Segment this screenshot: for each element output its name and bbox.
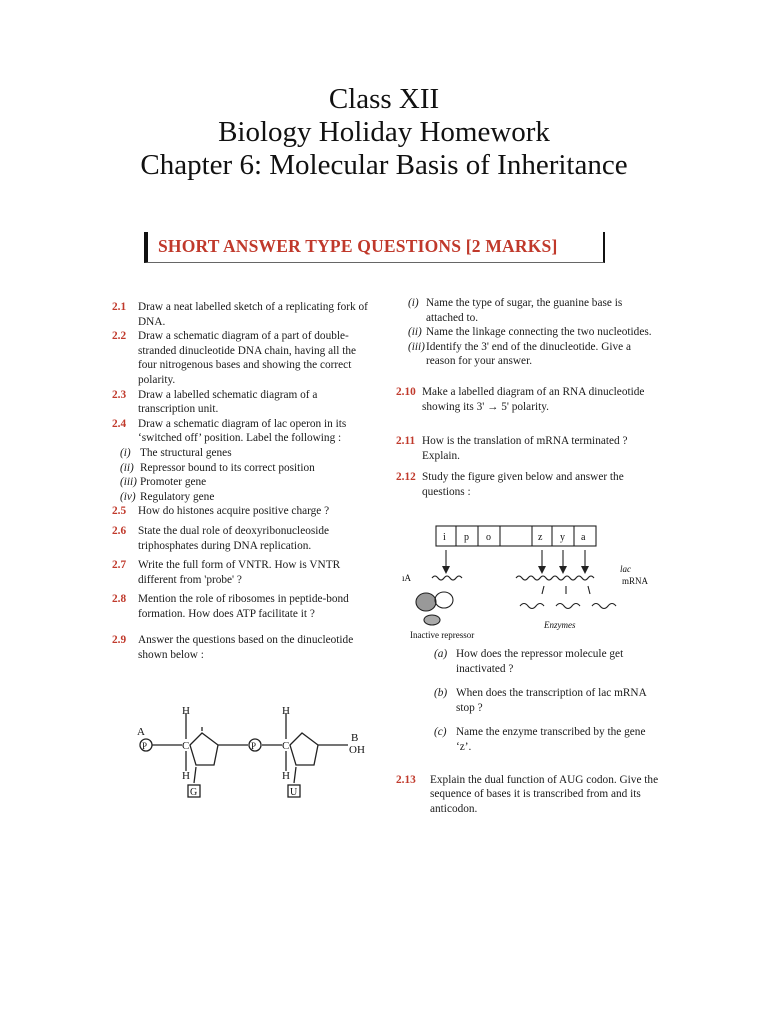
sub-number: (iv): [120, 490, 136, 503]
question-text: Draw a schematic diagram of a part of double-stranded dinucleotide DNA chain, having all the four nitrogenous bases and showing the correct polarity.: [138, 330, 357, 386]
h-label: H: [282, 770, 290, 782]
question-text: Draw a neat labelled sketch of a replicating fork of DNA.: [138, 301, 368, 328]
right-column-lower: [396, 643, 662, 816]
question-2-3: [112, 388, 374, 417]
lac-label: lac: [620, 564, 631, 574]
left-column: [112, 300, 374, 663]
sub-text: Regulatory gene: [140, 490, 215, 503]
sub-item: [396, 647, 662, 676]
b-label: B: [351, 732, 359, 744]
chapter-title: Chapter 6: Molecular Basis of Inheritance: [140, 149, 628, 181]
question-2-7: [112, 558, 374, 587]
dinucleotide-diagram: [136, 705, 380, 805]
question-2-5: [112, 504, 374, 519]
question-number: 2.6: [112, 524, 127, 537]
gene-y: y: [560, 532, 565, 543]
sub-number: (a): [434, 648, 448, 660]
question-2-6: [112, 524, 374, 553]
sub-number: (c): [434, 726, 447, 739]
question-2-12: [396, 470, 662, 499]
c-label: C: [282, 740, 290, 752]
question-text: Make a labelled diagram of an RNA dinucleotide showing its 3' → 5' polarity.: [422, 385, 645, 413]
question-2-13: [396, 773, 662, 817]
question-text: Study the figure given below and answer the questions :: [422, 471, 624, 498]
mrna-label: mRNA: [622, 576, 649, 586]
sub-number: (iii): [120, 476, 137, 489]
question-2-10: [396, 385, 662, 414]
question-text: How do histones acquire positive charge ?: [138, 505, 330, 518]
sub-item: [396, 686, 662, 715]
p-label: P: [251, 741, 257, 751]
sub-item: [396, 725, 662, 754]
question-number: 2.10: [396, 385, 416, 398]
section-title: SHORT ANSWER TYPE QUESTIONS [2 MARKS]: [158, 236, 558, 256]
sub-item: [112, 475, 374, 490]
gene-i: i: [443, 532, 446, 543]
question-2-8: [112, 592, 374, 621]
sub-number: (iii): [408, 340, 425, 353]
p-label: P: [142, 741, 148, 751]
lac-operon-figure: [396, 520, 662, 646]
question-number: 2.11: [396, 435, 416, 448]
question-text: Answer the questions based on the dinucleotide shown below :: [138, 634, 354, 662]
question-text: State the dual role of deoxyribonucleoside triphosphates during DNA replication.: [138, 524, 330, 552]
sub-number: (ii): [120, 461, 134, 474]
question-number: 2.7: [112, 559, 127, 572]
question-number: 2.4: [112, 417, 127, 430]
sub-text: Name the type of sugar, the guanine base is attached to.: [426, 297, 623, 324]
question-text: Draw a labelled schematic diagram of a transcription unit.: [138, 388, 318, 416]
c-label: C: [182, 740, 190, 752]
sub-text: Name the enzyme transcribed by the gene ‘z’.: [456, 726, 646, 753]
g-label: G: [190, 787, 198, 798]
question-text: Write the full form of VNTR. How is VNTR different from 'probe' ?: [138, 559, 341, 586]
question-number: 2.12: [396, 471, 416, 484]
question-text: Mention the role of ribosomes in peptide-bond formation. How does ATP facilitate it ?: [138, 593, 349, 620]
sub-item: [396, 340, 662, 369]
question-text: Draw a schematic diagram of lac operon in its ‘switched off’ position. Label the following :: [138, 417, 347, 445]
section-banner: [144, 232, 605, 263]
u-label: U: [290, 787, 298, 798]
sub-text: The structural genes: [140, 446, 232, 459]
question-number: 2.5: [112, 505, 127, 518]
gene-z: z: [538, 532, 543, 543]
sub-text: How does the repressor molecule get inactivated ?: [456, 648, 624, 675]
sub-item: [112, 461, 374, 476]
gene-o: o: [486, 532, 491, 543]
sub-number: (i): [120, 446, 131, 459]
question-2-2: [112, 329, 374, 387]
sub-number: (b): [434, 687, 448, 700]
sub-number: (ii): [408, 326, 422, 339]
sub-item: [112, 446, 374, 461]
sub-number: (i): [408, 297, 419, 309]
question-number: 2.1: [112, 301, 127, 313]
h-label: H: [182, 770, 190, 782]
question-2-11: [396, 434, 662, 463]
sub-text: Identify the 3' end of the dinucleotide. Give a reason for your answer.: [426, 340, 631, 368]
h-label: H: [282, 705, 290, 717]
h-label: H: [182, 705, 190, 717]
sub-text: Promoter gene: [140, 476, 207, 489]
enzymes-label: Enzymes: [544, 620, 576, 630]
subject-title: Biology Holiday Homework: [218, 116, 550, 148]
question-2-4: [112, 417, 374, 446]
question-number: 2.8: [112, 593, 127, 606]
oh-label: OH: [349, 744, 365, 756]
sub-text: Name the linkage connecting the two nucleotides.: [426, 326, 652, 339]
question-number: 2.3: [112, 388, 127, 401]
question-number: 2.9: [112, 634, 127, 647]
gene-p: p: [464, 532, 469, 543]
question-2-9: [112, 633, 374, 662]
question-number: 2.2: [112, 330, 127, 343]
sub-item: [112, 490, 374, 505]
question-2-1: [112, 300, 374, 329]
sub-item: [396, 296, 662, 325]
class-title: Class XII: [328, 83, 440, 115]
question-number: 2.13: [396, 773, 416, 786]
gene-a: a: [581, 532, 586, 543]
sub-item: [396, 325, 662, 340]
repressor-label: Inactive repressor: [410, 630, 475, 640]
sub-text: When does the transcription of lac mRNA stop ?: [456, 687, 647, 714]
a-label: A: [137, 726, 145, 738]
question-text: Explain the dual function of AUG codon. Give the sequence of bases it is transcribed from and its anticodon.: [430, 773, 659, 815]
question-text: How is the translation of mRNA terminated ? Explain.: [422, 435, 628, 462]
left-mrna-label: ıA: [402, 573, 411, 583]
right-column: [396, 296, 662, 500]
operon-gene-strip: [436, 526, 596, 546]
sub-text: Repressor bound to its correct position: [140, 461, 315, 474]
